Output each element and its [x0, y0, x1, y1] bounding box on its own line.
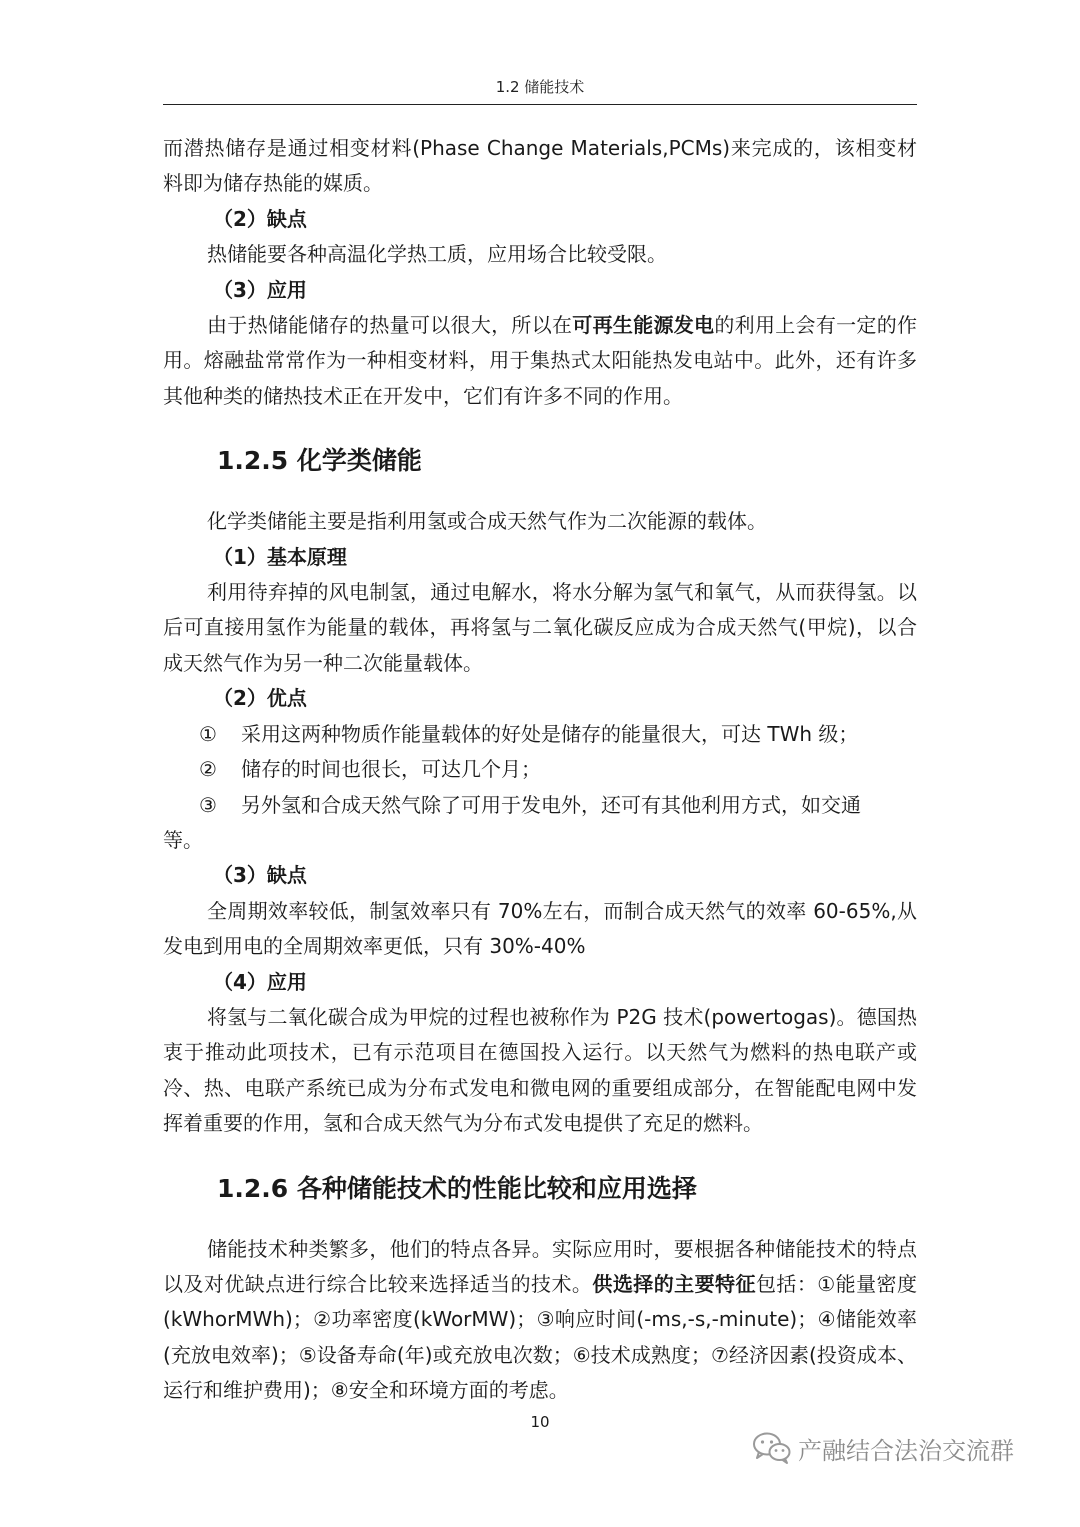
page-body	[163, 131, 917, 1409]
page-header: 1.2 储能技术	[495, 78, 585, 96]
list-text: 储存的时间也很长，可达几个月；	[241, 757, 541, 782]
list-text: 采用这两种物质作能量载体的好处是储存的能量很大，可达 TWh 级；	[241, 721, 859, 746]
list-number: ③	[199, 792, 217, 817]
list-number: ①	[199, 721, 217, 746]
page-number: 10	[530, 1413, 550, 1431]
wechat-icon	[752, 1431, 792, 1465]
paragraph-principle: 利用待弃掉的风电制氢，通过电解水，将水分解为氢气和氧气，从而获得氢。以后可直接用氢作为能量的载体，再将氢与二氧化碳反应成为合成天然气(甲烷)，以合成天然气作为另一种二次能量载体。	[163, 580, 917, 675]
list-item-continuation: 等。	[163, 827, 203, 852]
paragraph-chemical-applications: 将氢与二氧化碳合成为甲烷的过程也被称作为 P2G 技术(powertogas)。德国热衷于推动此项技术，已有示范项目在德国投入运行。以天然气为燃料的热电联产或冷、热、电联产系统已成为分布式发电和微电网的重要组成部分，在智能配电网中发挥着重要的作用，氢和合成天然气为分布式发电提供了充足的燃料。	[163, 1004, 917, 1136]
subheading-applications: （3）应用	[213, 277, 307, 302]
paragraph-comparison	[163, 1232, 917, 1409]
subheading-chemical-applications: （4）应用	[213, 969, 307, 994]
list-text: 另外氢和合成天然气除了可用于发电外，还可有其他利用方式，如交通	[241, 792, 861, 817]
text-run: 由于热储能储存的热量可以很大，所以在	[207, 313, 573, 338]
paragraph-thermal-applications	[163, 308, 917, 414]
text-run: 的利用上会有一定的作用。熔融盐常常作为一种相变材料，用于集热式太阳能热发电站中。此外，还有许多其他种类的储热技术正在开发中，它们有许多不同的作用。	[163, 313, 918, 408]
subheading-chemical-disadvantages: （3）缺点	[213, 863, 307, 888]
paragraph-chemical-intro: 化学类储能主要是指利用氢或合成天然气作为二次能源的载体。	[207, 509, 767, 534]
paragraph-pcm: 而潜热储存是通过相变材料(Phase Change Materials,PCMs)来完成的，该相变材料即为储存热能的媒质。	[163, 136, 917, 196]
bold-term: 可再生能源发电	[572, 313, 715, 338]
text-run: 包括：①能量密度(kWhorMWh)；②功率密度(kWorMW)；③响应时间(-ms,-s,-minute)；④储能效率(充放电效率)；⑤设备寿命(年)或充放电次数；⑥技术成熟度；⑦经济因素(投资成本、运行和维护费用)；⑧安全和环境方面的考虑。	[163, 1271, 918, 1403]
watermark-text: 产融结合法治交流群	[798, 1436, 1014, 1465]
subheading-principle: （1）基本原理	[213, 544, 347, 569]
list-number: ②	[199, 757, 217, 782]
watermark	[752, 1428, 1014, 1468]
subheading-disadvantages: （2）缺点	[213, 206, 307, 231]
section-title-1-2-5: 1.2.5 化学类储能	[217, 446, 422, 476]
section-title-1-2-6: 1.2.6 各种储能技术的性能比较和应用选择	[217, 1173, 697, 1203]
header-divider	[163, 104, 917, 105]
list-item	[163, 752, 917, 787]
text-run: 储能技术种类繁多，他们的特点各异。实际应用时，要根据各种储能技术的特点以及对优缺点进行综合比较来选择适当的技术。	[163, 1236, 917, 1296]
bold-term: 供选择的主要特征	[592, 1271, 756, 1296]
list-item	[163, 788, 917, 823]
paragraph-chemical-disadvantages: 全周期效率较低，制氢效率只有 70%左右，而制合成天然气的效率 60-65%,从发电到用电的全周期效率更低，只有 30%-40%	[163, 898, 917, 959]
paragraph-thermal-disadvantages: 热储能要各种高温化学热工质，应用场合比较受限。	[207, 242, 667, 267]
subheading-advantages: （2）优点	[213, 686, 307, 711]
list-item	[163, 717, 917, 752]
